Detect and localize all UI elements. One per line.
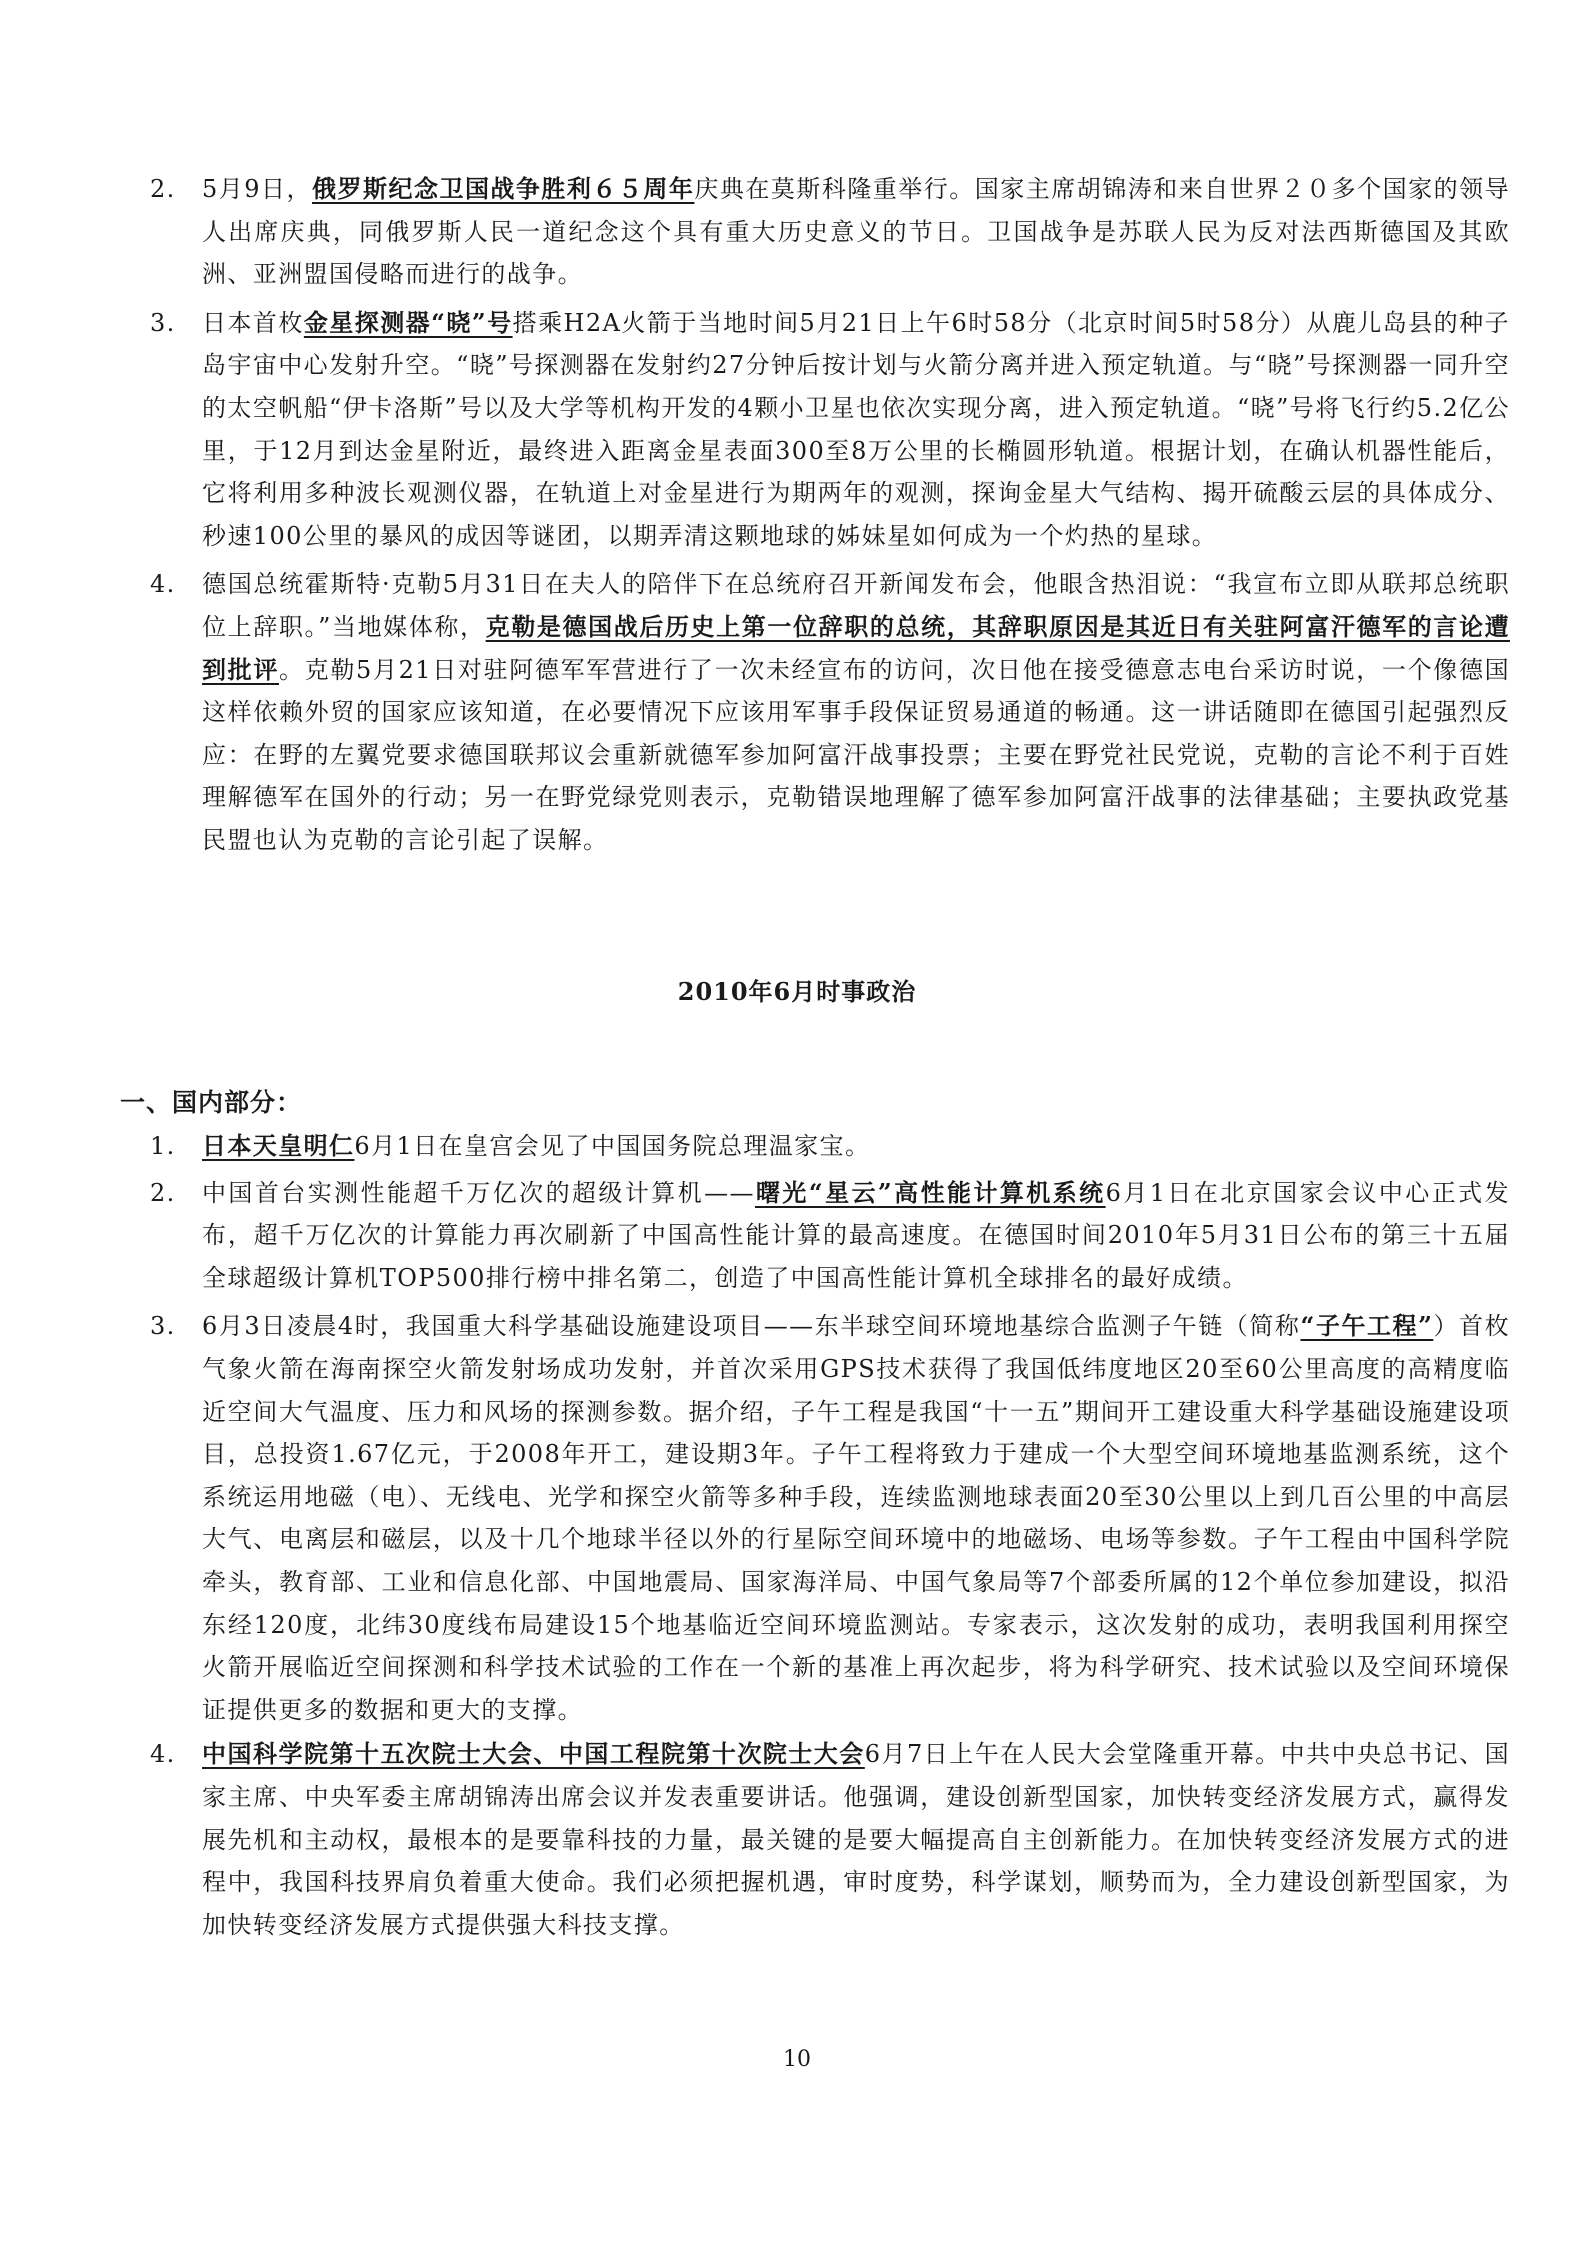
item-text-lead: 日本首枚 <box>202 308 304 337</box>
item-text-lead: 6月3日凌晨4时，我国重大科学基础设施建设项目——东半球空间环境地基综合监测子午链（简称 <box>202 1312 1301 1341</box>
item-highlight: 日本天皇明仁 <box>202 1131 355 1160</box>
item-text-body: ）首枚气象火箭在海南探空火箭发射场成功发射，并首次采用GPS技术获得了我国低纬度地区20至60公里高度的高精度临近空间大气温度、压力和风场的探测参数。据介绍，子午工程是我国“十一五”期间开工建设重大科学基础设施建设项目，总投资1.67亿元，于2008年开工，建设期3年。子午工程将致力于建成一个大型空间环境地基监测系统，这个系统运用地磁（电）、无线电、光学和探空火箭等多种手段，连续监测地球表面20至30公里以上到几百公里的中高层大气、电离层和磁层，以及十几个地球半径以外的行星际空间环境中的地磁场、电场等参数。子午工程由中国科学院牵头，教育部、工业和信息化部、中国地震局、国家海洋局、中国气象局等7个部委所属的12个单位参加建设，拟沿东经120度，北纬30度线布局建设15个地基临近空间环境监测站。专家表示，这次发射的成功，表明我国利用探空火箭开展临近空间探测和科学技术试验的工作在一个新的基准上再次起步，将为科学研究、技术试验以及空间环境保证提供更多的数据和更大的支撑。 <box>202 1312 1511 1724</box>
item-text-body: 。克勒5月21日对驻阿德军军营进行了一次未经宣布的访问，次日他在接受德意志电台采访时说，一个像德国这样依赖外贸的国家应该知道，在必要情况下应该用军事手段保证贸易通道的畅通。这一讲话随即在德国引起强烈反应：在野的左翼党要求德国联邦议会重新就德军参加阿富汗战事投票；主要在野党社民党说，克勒的言论不利于百姓理解德军在国外的行动；另一在野党绿党则表示，克勒错误地理解了德军参加阿富汗战事的法律基础；主要执政党基民盟也认为克勒的言论引起了误解。 <box>202 655 1511 854</box>
list-item <box>150 168 1510 296</box>
domestic-heading: 一、国内部分： <box>120 1088 303 1117</box>
list-item <box>150 1172 1510 1300</box>
page-number: 10 <box>783 2047 811 2072</box>
item-text-lead: 德国总统霍斯特·克勒5月31日在夫人的陪伴下在总统府召开新闻发布会，他眼含热泪说：“我宣布立即从联邦总统职位上辞职。”当地媒体称， <box>202 570 1510 641</box>
item-highlight: 克勒是德国战后历史上第一位辞职的总统，其辞职原因是其近日有关驻阿富汗德军的言论遭到批评 <box>202 611 1510 684</box>
item-text-body: 6月1日在北京国家会议中心正式发布，超千万亿次的计算能力再次刷新了中国高性能计算的最高速度。在德国时间2010年5月31日公布的第三十五届全球超级计算机TOP500排行榜中排名第二，创造了中国高性能计算机全球排名的最好成绩。 <box>202 1178 1510 1292</box>
item-text <box>202 563 1510 861</box>
item-number: 2. <box>150 175 176 203</box>
list-item <box>150 1733 1510 1946</box>
item-number: 3. <box>150 308 176 337</box>
item-text <box>202 168 1510 296</box>
item-text <box>202 1172 1510 1300</box>
international-news-list <box>150 168 1510 862</box>
list-item <box>150 302 1510 558</box>
item-number: 4. <box>150 570 176 599</box>
item-number: 2. <box>150 1178 176 1207</box>
item-highlight: “子午工程” <box>1300 1311 1434 1341</box>
item-text-body: 6月7日上午在人民大会堂隆重开幕。中共中央总书记、国家主席、中央军委主席胡锦涛出席会议并发表重要讲话。他强调，建设创新型国家，加快转变经济发展方式，赢得发展先机和主动权，最根本的是要靠科技的力量，最关键的是要大幅提高自主创新能力。在加快转变经济发展方式的进程中，我国科技界肩负着重大使命。我们必须把握机遇，审时度势，科学谋划，顺势而为，全力建设创新型国家，为加快转变经济发展方式提供强大科技支撑。 <box>202 1740 1511 1939</box>
item-text <box>202 1125 1510 1168</box>
item-text-body: 6月1日在皇宫会见了中国国务院总理温家宝。 <box>354 1132 871 1160</box>
item-text <box>202 1305 1510 1731</box>
section-title: 2010年6月时事政治 <box>677 977 917 1006</box>
list-item <box>150 1305 1510 1731</box>
item-text-lead: 5月9日， <box>202 175 312 203</box>
item-text <box>202 1733 1510 1946</box>
item-number: 1. <box>150 1132 176 1160</box>
domestic-news-list <box>150 1125 1510 1946</box>
item-text-body: 庆典在莫斯科隆重举行。国家主席胡锦涛和来自世界２０多个国家的领导人出席庆典，同俄罗斯人民一道纪念这个具有重大历史意义的节日。卫国战争是苏联人民为反对法西斯德国及其欧洲、亚洲盟国侵略而进行的战争。 <box>202 175 1510 289</box>
item-number: 4. <box>150 1740 176 1769</box>
list-item <box>150 1125 1510 1168</box>
item-text <box>202 302 1510 558</box>
item-highlight: 俄罗斯纪念卫国战争胜利６５周年 <box>312 174 695 203</box>
item-highlight: 曙光“星云”高性能计算机系统 <box>754 1177 1106 1207</box>
item-number: 3. <box>150 1312 176 1341</box>
item-text-lead: 中国首台实测性能超千万亿次的超级计算机—— <box>202 1178 755 1207</box>
item-text-body: 搭乘H2A火箭于当地时间5月21日上午6时58分（北京时间5时58分）从鹿儿岛县的种子岛宇宙中心发射升空。“晓”号探测器在发射约27分钟后按计划与火箭分离并进入预定轨道。与“晓”号探测器一同升空的太空帆船“伊卡洛斯”号以及大学等机构开发的4颗小卫星也依次实现分离，进入预定轨道。“晓”号将飞行约5.2亿公里，于12月到达金星附近，最终进入距离金星表面300至8万公里的长椭圆形轨道。根据计划，在确认机器性能后，它将利用多种波长观测仪器，在轨道上对金星进行为期两年的观测，探询金星大气结构、揭开硫酸云层的具体成分、秒速100公里的暴风的成因等谜团，以期弄清这颗地球的姊妹星如何成为一个灼热的星球。 <box>202 308 1510 550</box>
item-highlight: 金星探测器“晓”号 <box>303 307 513 337</box>
list-item <box>150 563 1510 861</box>
item-highlight: 中国科学院第十五次院士大会、中国工程院第十次院士大会 <box>202 1739 865 1769</box>
